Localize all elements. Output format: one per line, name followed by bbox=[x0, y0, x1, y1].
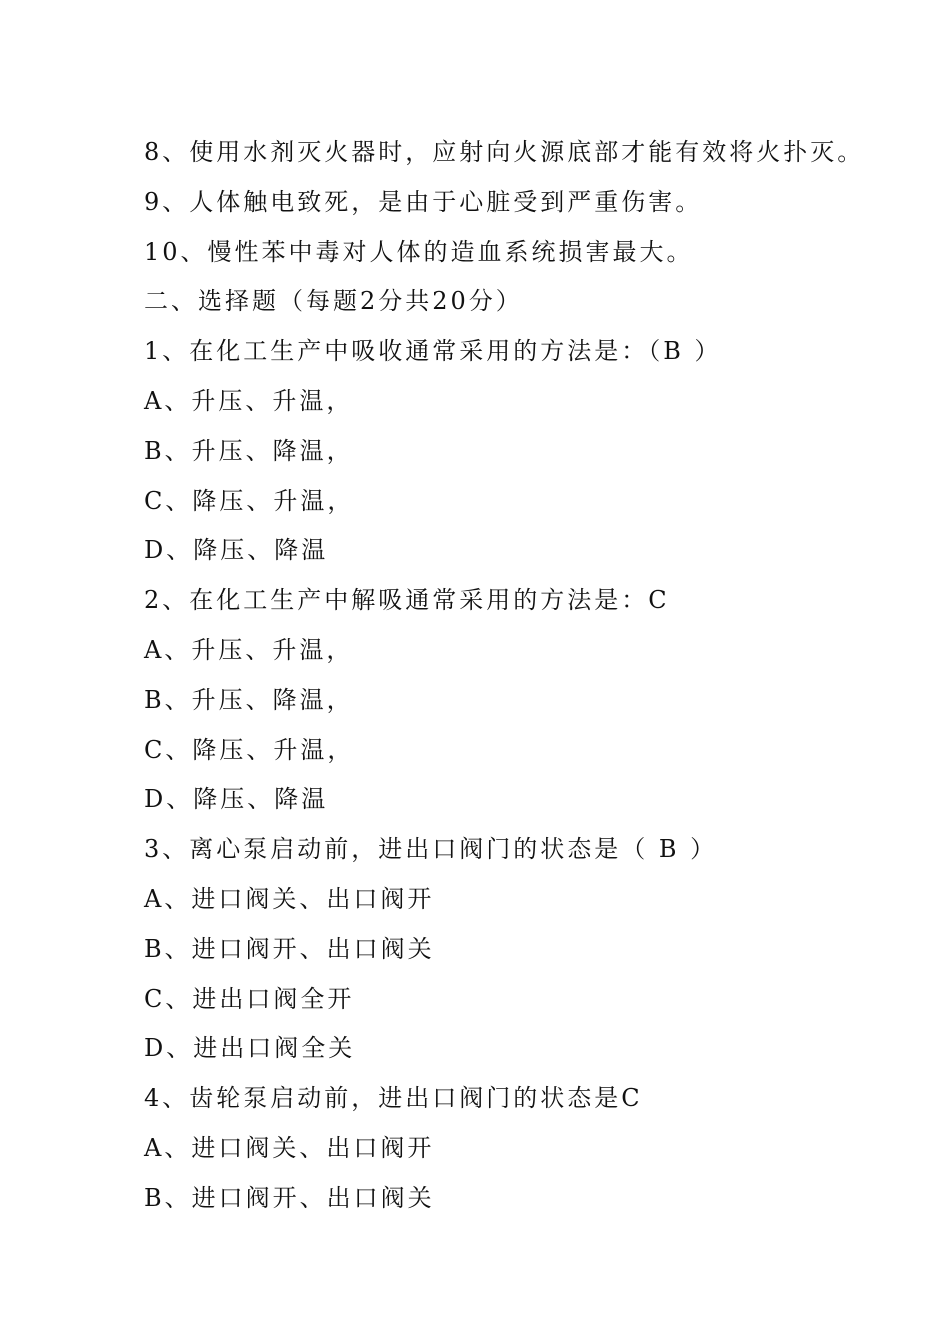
question-2-option-d: D、降压、降温 bbox=[144, 785, 329, 814]
question-3-option-d: D、进出口阀全关 bbox=[144, 1034, 356, 1063]
question-2-option-b: B、升压、降温， bbox=[144, 685, 354, 714]
section-heading: 二、选择题（每题2分共20分） bbox=[144, 287, 523, 316]
statement-9: 9、人体触电致死，是由于心脏受到严重伤害。 bbox=[144, 187, 703, 216]
question-2: 2、在化工生产中解吸通常采用的方法是：C bbox=[144, 586, 670, 615]
question-1-option-b: B、升压、降温， bbox=[144, 436, 354, 465]
question-1-option-a: A、升压、升温， bbox=[144, 386, 354, 415]
question-1: 1、在化工生产中吸收通常采用的方法是：（B ） bbox=[144, 337, 722, 366]
question-3: 3、离心泵启动前，进出口阀门的状态是（ B ） bbox=[144, 835, 718, 864]
question-2-option-c: C、降压、升温， bbox=[144, 735, 355, 764]
question-1-option-d: D、降压、降温 bbox=[144, 536, 329, 565]
statement-8: 8、使用水剂灭火器时，应射向火源底部才能有效将火扑灭。 bbox=[144, 138, 865, 166]
question-3-option-c: C、进出口阀全开 bbox=[144, 984, 355, 1013]
question-4-option-a: A、进口阀关、出口阀开 bbox=[144, 1133, 435, 1162]
question-3-option-b: B、进口阀开、出口阀关 bbox=[144, 934, 435, 963]
question-1-option-c: C、降压、升温， bbox=[144, 486, 355, 515]
statement-10: 10、慢性苯中毒对人体的造血系统损害最大。 bbox=[144, 237, 694, 266]
question-4-option-b: B、进口阀开、出口阀关 bbox=[144, 1183, 435, 1212]
document-body bbox=[144, 128, 924, 1224]
question-3-option-a: A、进口阀关、出口阀开 bbox=[144, 884, 435, 913]
question-4: 4、齿轮泵启动前，进出口阀门的状态是C bbox=[144, 1084, 643, 1113]
question-2-option-a: A、升压、升温， bbox=[144, 635, 354, 664]
